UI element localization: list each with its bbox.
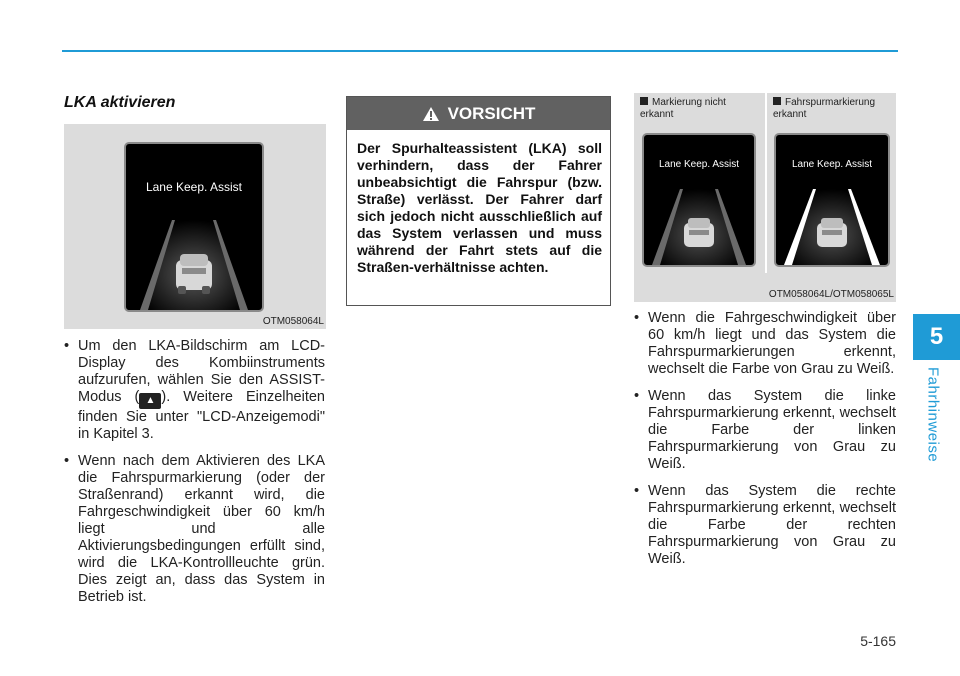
list-item: • Um den LKA-Bildschirm am LCD-Display des Kombiinstruments aufzurufen, wählen Sie den ASSIST-Modus ( ▲ ). Weitere Einzelheiten finden Sie unter "LCD-Anzeigemodi" in Kapitel 3. xyxy=(64,338,325,443)
list-item: • Wenn die Fahrgeschwindigkeit über 60 km/h liegt und das System die Fahrspurmarkierungen erkennt, wechselt die Farbe von Grau zu Weiß. xyxy=(634,310,896,378)
car-icon xyxy=(817,218,847,247)
figure-caption: OTM058064L xyxy=(262,316,324,327)
header-rule xyxy=(62,50,898,52)
figure-divider xyxy=(765,93,767,273)
left-bullet-list xyxy=(64,338,325,616)
legend-not-detected: Markierung nicht erkannt xyxy=(640,97,726,120)
figure-caption: OTM058064L/OTM058065L xyxy=(768,289,894,300)
cluster-display xyxy=(124,142,264,312)
caution-box xyxy=(346,96,611,306)
list-item: • Wenn das System die rechte Fahrspurmarkierung erkennt, wechselt die Farbe der rechten Fahrspurmarkierung von Grau zu Weiß. xyxy=(634,483,896,568)
car-icon xyxy=(684,218,714,247)
lane-gray-illustration xyxy=(644,183,754,265)
screen-title: Lane Keep. Assist xyxy=(791,159,873,170)
warning-triangle-icon xyxy=(422,106,440,122)
page-number: 5-165 xyxy=(860,633,896,649)
legend-detected: Fahrspurmarkierung erkannt xyxy=(773,97,876,120)
caution-header xyxy=(347,97,610,130)
list-item: • Wenn das System die linke Fahrspurmarkierung erkennt, wechselt die Farbe der linken Fahrspurmarkierung von Grau zu Weiß. xyxy=(634,388,896,473)
screen-title: Lane Keep. Assist xyxy=(658,159,740,170)
car-icon xyxy=(176,254,212,294)
caution-title: VORSICHT xyxy=(447,103,536,123)
chapter-label: Fahrhinweise xyxy=(924,367,942,463)
lane-white-illustration xyxy=(776,183,888,265)
lane-car-illustration xyxy=(126,210,262,310)
lane-assist-icon: ▲ xyxy=(139,393,161,409)
caution-text: Der Spurhalteassistent (LKA) soll verhindern, dass der Fahrer unbeabsichtigt die Fahrspur (bzw. Straße) verlässt. Der Fahrer darf sich jedoch nicht ausschließlich auf das System verlassen und muss während der Fahrt stets auf die Straßen-verhältnisse achten. xyxy=(357,140,602,275)
display-detected xyxy=(774,133,890,267)
square-icon xyxy=(640,97,648,105)
lka-screen-figure xyxy=(64,124,326,329)
lane-marking-figure xyxy=(634,93,896,302)
display-not-detected xyxy=(642,133,756,267)
section-heading: LKA aktivieren xyxy=(64,94,176,111)
screen-title: Lane Keep. Assist xyxy=(145,180,243,194)
list-item: • Wenn nach dem Aktivieren des LKA die Fahrspurmarkierung (oder der Straßenrand) erkannt wird, die Fahrgeschwindigkeit über 60 km/h liegt und alle Aktivierungsbedingungen erfüllt sind, wird die LKA-Kontrollleuchte grün. Dies zeigt an, dass das System in Betrieb ist. xyxy=(64,453,325,606)
right-bullet-list xyxy=(634,310,896,578)
chapter-number-tab: 5 xyxy=(913,314,960,360)
square-icon xyxy=(773,97,781,105)
